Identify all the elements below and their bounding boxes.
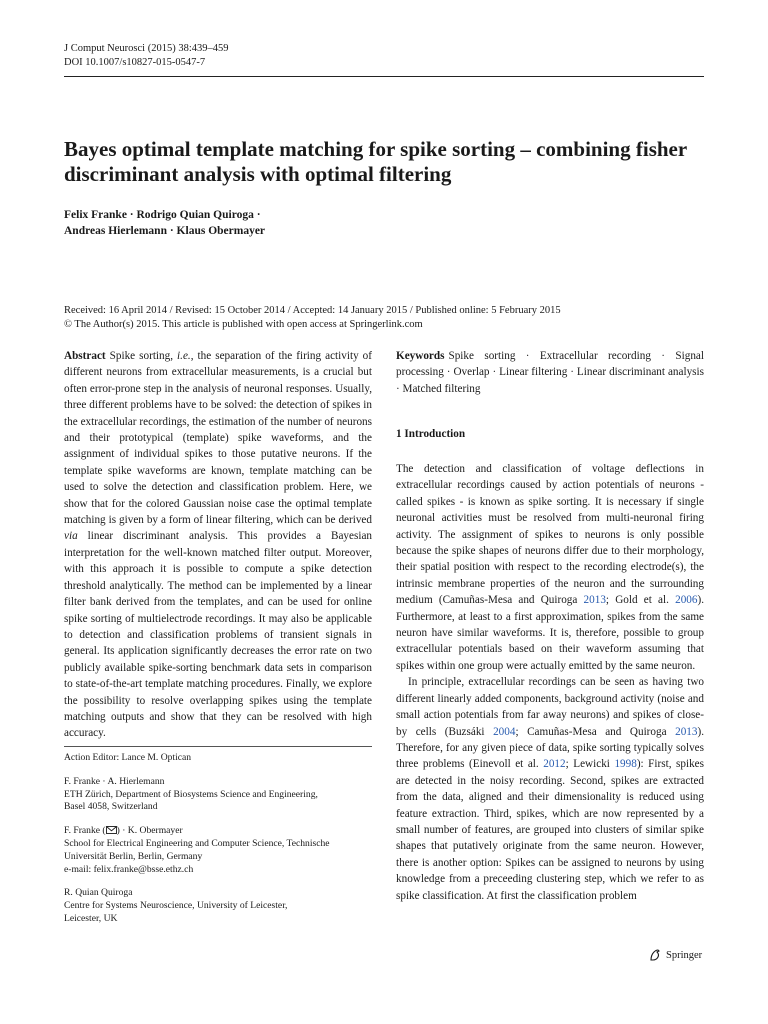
abstract [64,348,372,742]
affiliation-line: Leicester, UK [64,912,118,924]
citation-link[interactable]: 2013 [675,725,698,738]
keywords-label: Keywords [396,350,445,362]
history-dates: Received: 16 April 2014 / Revised: 15 October 2014 / Accepted: 14 January 2015 / Published online: 5 February 2015 [64,305,561,316]
affiliation-line: Universität Berlin, Berlin, Germany [64,850,203,862]
author-line-2: Andreas Hierlemann · Klaus Obermayer [64,224,266,237]
citation-link[interactable]: 1998 [614,758,637,771]
journal-info [64,42,229,70]
affiliation-names: F. Franke · A. Hierlemann [64,775,165,787]
header-divider [64,76,704,77]
section-heading: 1 Introduction [396,428,466,440]
author-line-1: Felix Franke · Rodrigo Quian Quiroga · [64,209,261,221]
intro-paragraph-2: In principle, extracellular recordings can be seen as having two different linearly added components, background activity (noise and small action potentials from far away neurons) and spikes of close-by cells (Buzsáki 2004; Camuñas-Mesa and Quiroga 2013). Therefore, for any given piece of data, spike sorting typically solves three problems (Einevoll et al. 2012; Lewicki 1998): First, spikes are detected in the noisy recording. Second, spikes are extracted from the data, aligned and their dimensionality is reduced using feature extraction. Third, spikes, which are now represented by a small number of features, are grouped into clusters of similar spike shapes that putatively originate from the same neuron. However, there is another option: Spikes can be assigned to neurons by using knowledge from a preceeding clustering step, which we refer to as spike classification. At first the classification problem [396,676,704,902]
abstract-text-2: , the separation of the firing activity of different neurons from extracellular measurements, is a crucial but often error-prone step in the analysis of neuronal responses. Usually, three different problems have to be solved: the detection of spikes in the extracellular recordings, the estimation of the number of neurons and their prototypical (template) spike waveforms, and the assignment of individual spikes to those putative neurons. If the template spike waveforms are known, template matching can be used to solve the detection and classification problem. Here, we show that for the colored Gaussian noise case the optimal template matching is given by a form of linear filtering, which can be derived [64,350,373,527]
affiliation-1 [64,776,372,814]
citation-link[interactable]: 2004 [493,725,516,738]
citation-link[interactable]: 2013 [583,594,606,607]
intro-paragraph-1: The detection and classification of voltage deflections in extracellular recordings caused by action potentials of neurons - called spikes - is known as spike sorting. It is necessary if single neuronal activities must be resolved from multi-neuronal firing activity. The assignment of spikes to neurons is only possible because the spike shapes of neurons differ due to their morphology, their spatial position with respect to the recording electrode(s), the intrinsic membrane properties of the neuron and the surrounding medium (Camuñas-Mesa and Quiroga 2013; Gold et al. 2006). Furthermore, at least to a first approximation, spikes from the same neuron have similar waveforms. It is, therefore, possible to group extracellular potentials based on their waveform assuming that spikes within one group were actually emitted by the same neuron. [396,463,704,672]
publication-dates [64,304,704,331]
publisher-logo [648,948,702,962]
email-link[interactable]: e-mail: felix.franke@bsse.ethz.ch [64,863,194,875]
affiliation-3 [64,887,372,925]
abstract-label: Abstract [64,350,106,362]
keywords [396,348,704,397]
affiliation-2 [64,825,372,876]
citation-link[interactable]: 2006 [675,594,698,607]
action-editor: Action Editor: Lance M. Optican [64,752,192,763]
doi[interactable]: DOI 10.1007/s10827-015-0547-7 [64,57,206,68]
affiliation-line: School for Electrical Engineering and Computer Science, Technische [64,837,330,849]
affiliations [64,752,372,937]
affiliation-line: ETH Zürich, Department of Biosystems Science and Engineering, [64,788,318,800]
affiliation-names: F. Franke ( ) · K. Obermayer [64,825,183,837]
copyright-notice: © The Author(s) 2015. This article is published with open access at Springerlink.com [64,318,423,330]
affiliation-line: Centre for Systems Neuroscience, University of Leicester, [64,900,288,912]
citation-link[interactable]: 2012 [543,758,566,771]
springer-horse-icon [648,948,662,962]
paper-title: Bayes optimal template matching for spike sorting – combining fisher discriminant analysis with optimal filtering [64,137,687,186]
introduction-body [396,461,704,904]
author-list [64,208,704,239]
abstract-via: via [64,530,78,543]
abstract-text-3: linear discriminant analysis. This provides a Bayesian interpretation for the well-known matched filter output. Moreover, with this approach it is possible to compute a spike detection threshold analytically. The method can be implemented by a linear filter bank derived from the templates, and can be used for online spike sorting of multielectrode recordings. It may also be applicable to detection and classification problems of transient signals in general. Its application significantly decreases the error rate on two publicly available spike-sorting benchmark data sets in comparison to state-of-the-art template matching procedures. Finally, we explore the possibility to resolve overlapping spikes using the template matching outputs and show that they can be resolved with high accuracy. [64,530,372,740]
affiliation-divider [64,746,372,747]
journal-citation: J Comput Neurosci (2015) 38:439–459 [64,43,229,54]
affiliation-names: R. Quian Quiroga [64,887,133,899]
abstract-text-1: Spike sorting, [109,350,178,362]
envelope-icon [106,826,117,834]
keywords-text: Spike sorting · Extracellular recording · Signal processing · Overlap · Linear filtering · Linear discriminant analysis · Matched filtering [396,350,704,395]
publisher-name: Springer [666,949,703,961]
affiliation-line: Basel 4058, Switzerland [64,801,158,813]
abstract-ie: i.e. [177,350,191,362]
